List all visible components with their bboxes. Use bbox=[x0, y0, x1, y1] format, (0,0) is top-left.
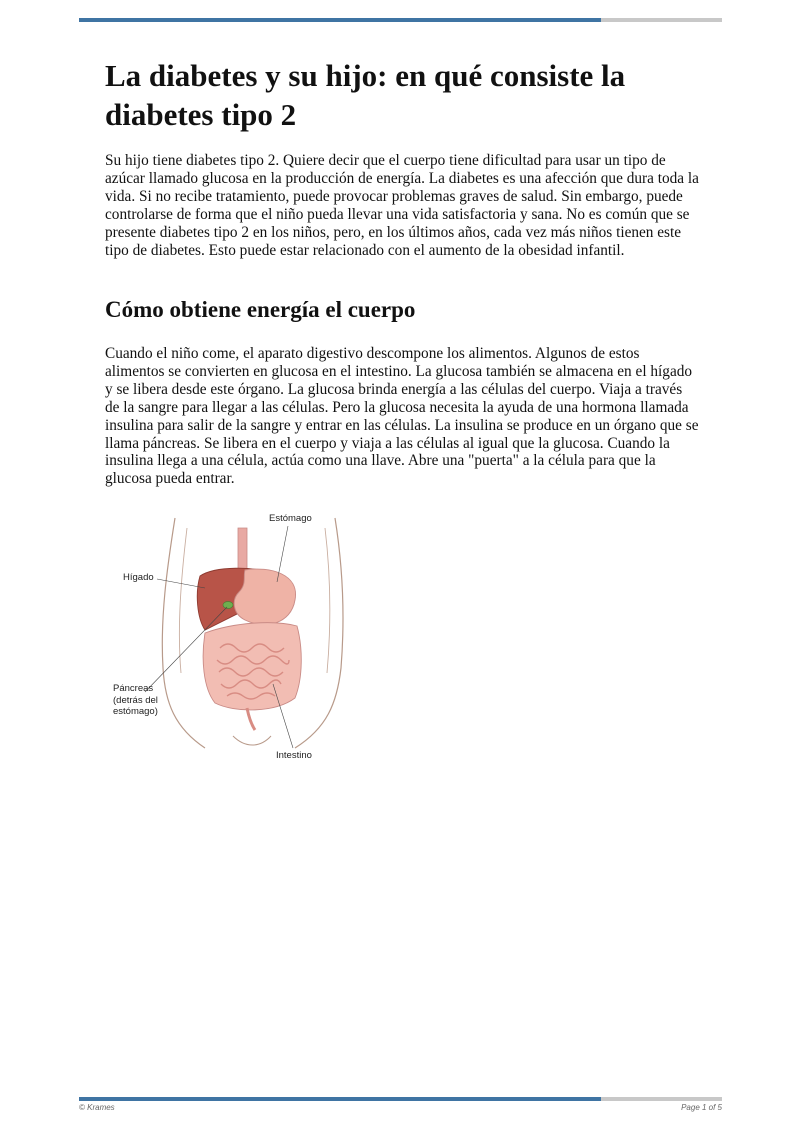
pancreas-label: Páncreas (detrás del estómago) bbox=[113, 683, 158, 717]
digestive-system-illustration bbox=[105, 508, 355, 768]
footer-rule bbox=[79, 1097, 722, 1101]
stomach-label: Estómago bbox=[269, 513, 312, 524]
header-rule-accent bbox=[79, 18, 601, 22]
intestine-label: Intestino bbox=[276, 750, 312, 761]
page-title: La diabetes y su hijo: en qué consiste la diabetes tipo 2 bbox=[105, 58, 626, 132]
copyright-text: © Krames bbox=[79, 1103, 115, 1112]
section-paragraph: Cuando el niño come, el aparato digestivo descompone los alimentos. Algunos de estos alimentos se convierten en glucosa en el intestino. La glucosa también se almacena en el hígado y se libera desde este órgano. La glucosa brinda energía a las células del cuerpo. Viaja a través de la sangre para llegar a las células. Pero la glucosa necesita la ayuda de una hormona llamada insulina para salir de la sangre y entrar en las células. La insulina se produce en un órgano que se llama páncreas. Se libera en el cuerpo y viaja a las células al igual que la glucosa. Cuando la insulina llega a una célula, actúa como una llave. Abre una "puerta" a la célula para que la glucosa pueda entrar. bbox=[105, 345, 699, 488]
footer-rule-accent bbox=[79, 1097, 601, 1101]
page-number: Page 1 of 5 bbox=[681, 1103, 722, 1112]
intro-paragraph: Su hijo tiene diabetes tipo 2. Quiere decir que el cuerpo tiene dificultad para usar un tipo de azúcar llamado glucosa en la producción de energía. La diabetes es una afección que dura toda la vida. Si no recibe tratamiento, puede provocar problemas graves de salud. Sin embargo, puede controlarse de forma que el niño pueda llevar una vida satisfactoria y sana. No es común que se presente diabetes tipo 2 en los niños, pero, en los últimos años, cada vez más niños tienen este tipo de diabetes. Esto puede estar relacionado con el aumento de la obesidad infantil. bbox=[105, 152, 699, 259]
header-rule bbox=[79, 18, 722, 22]
anatomy-drawing bbox=[105, 508, 355, 768]
section-heading: Cómo obtiene energía el cuerpo bbox=[105, 297, 416, 322]
liver-label: Hígado bbox=[123, 572, 154, 583]
